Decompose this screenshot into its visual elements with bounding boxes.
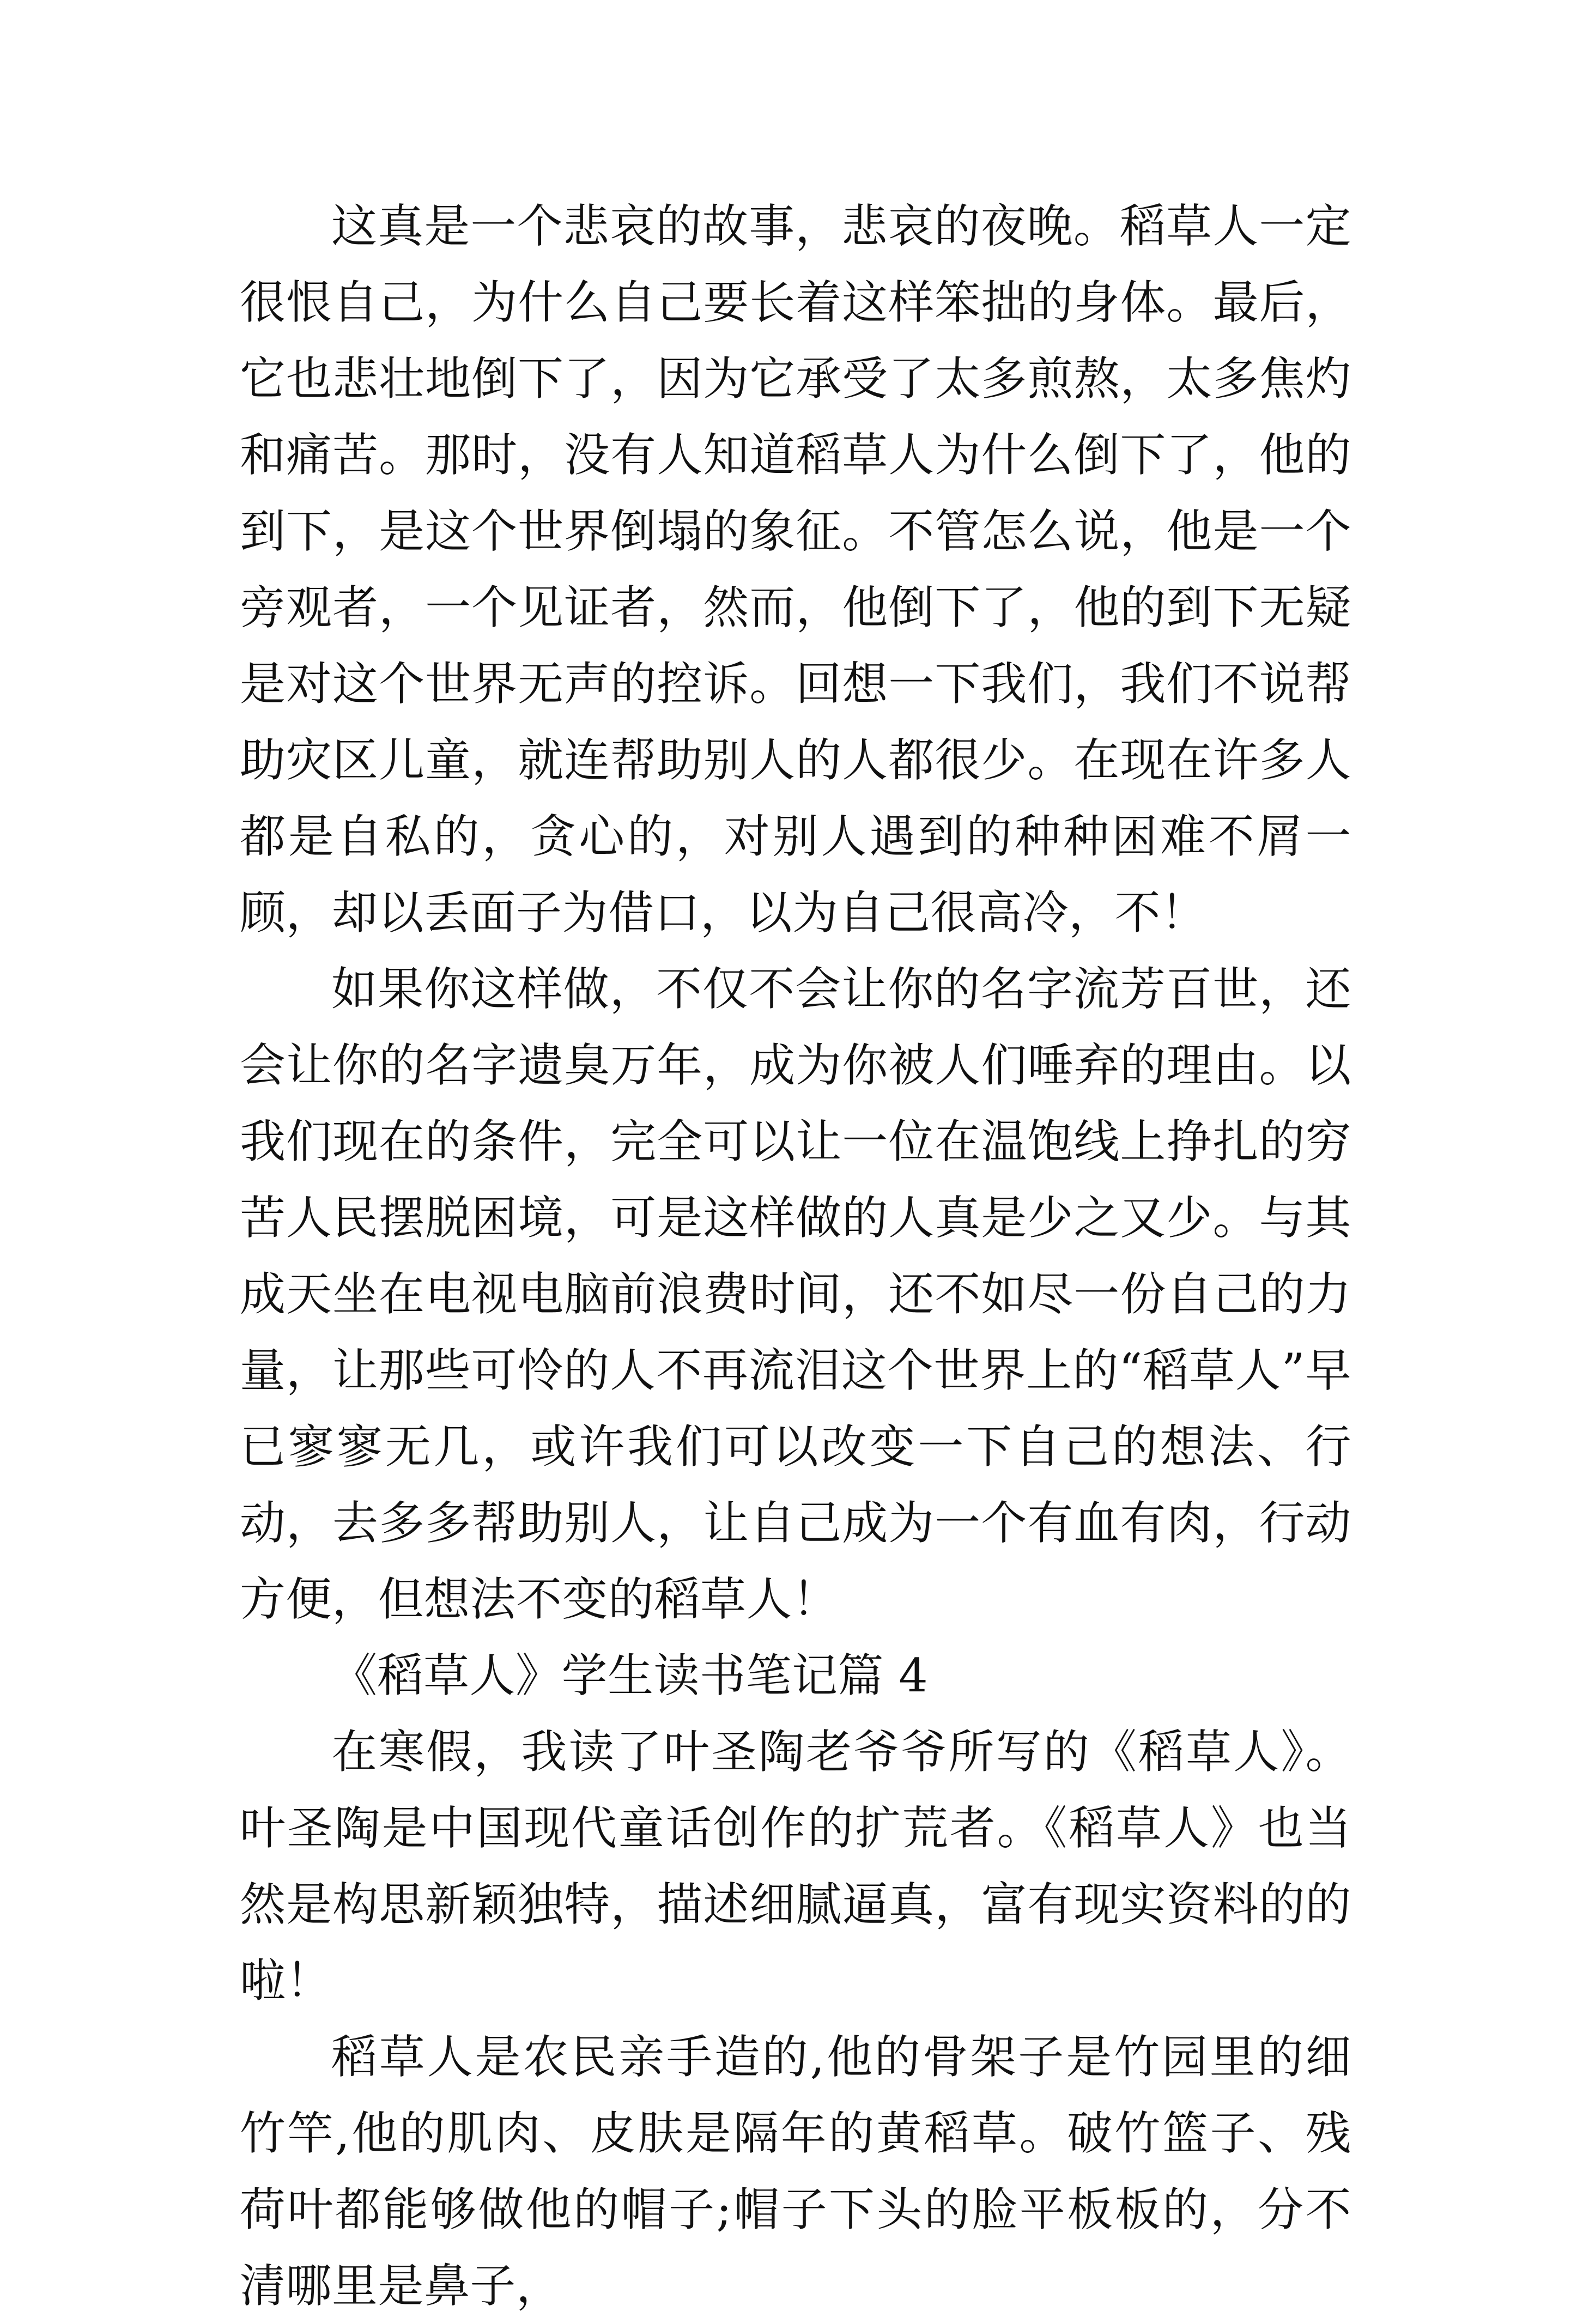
paragraph-3: 在寒假，我读了叶圣陶老爷爷所写的《稻草人》。叶圣陶是中国现代童话创作的扩荒者。《稻草人》也当然是构思新颖独特，描述细腻逼真，富有现实资料的的啦！ xyxy=(240,1725,1351,2007)
section-heading: 《稻草人》学生读书笔记篇 4 xyxy=(331,1649,929,1702)
paragraph-4: 稻草人是农民亲手造的,他的骨架子是竹园里的细竹竿,他的肌肉、皮肤是隔年的黄稻草。破竹篮子、残荷叶都能够做他的帽子;帽子下头的脸平板板的，分不清哪里是鼻子， xyxy=(240,2030,1351,2313)
paragraph-1: 这真是一个悲哀的故事，悲哀的夜晚。稻草人一定很恨自己，为什么自己要长着这样笨拙的身体。最后，它也悲壮地倒下了，因为它承受了太多煎熬，太多焦灼和痛苦。那时，没有人知道稻草人为什么倒下了，他的到下，是这个世界倒塌的象征。不管怎么说，他是一个旁观者，一个见证者，然而，他倒下了，他的到下无疑是对这个世界无声的控诉。回想一下我们，我们不说帮助灾区儿童，就连帮助别人的人都很少。在现在许多人都是自私的，贪心的，对别人遇到的种种困难不屑一顾，却以丢面子为借口，以为自己很高冷，不！ xyxy=(240,199,1351,939)
paragraph-2: 如果你这样做，不仅不会让你的名字流芳百世，还会让你的名字遗臭万年，成为你被人们唾弃的理由。以我们现在的条件，完全可以让一位在温饱线上挣扎的穷苦人民摆脱困境，可是这样做的人真是少之又少。与其成天坐在电视电脑前浪费时间，还不如尽一份自己的力量，让那些可怜的人不再流泪这个世界上的“稻草人”早已寥寥无几，或许我们可以改变一下自己的想法、行动，去多多帮助别人，让自己成为一个有血有肉，行动方便，但想法不变的稻草人！ xyxy=(240,962,1351,1626)
document-body xyxy=(240,188,1351,2324)
